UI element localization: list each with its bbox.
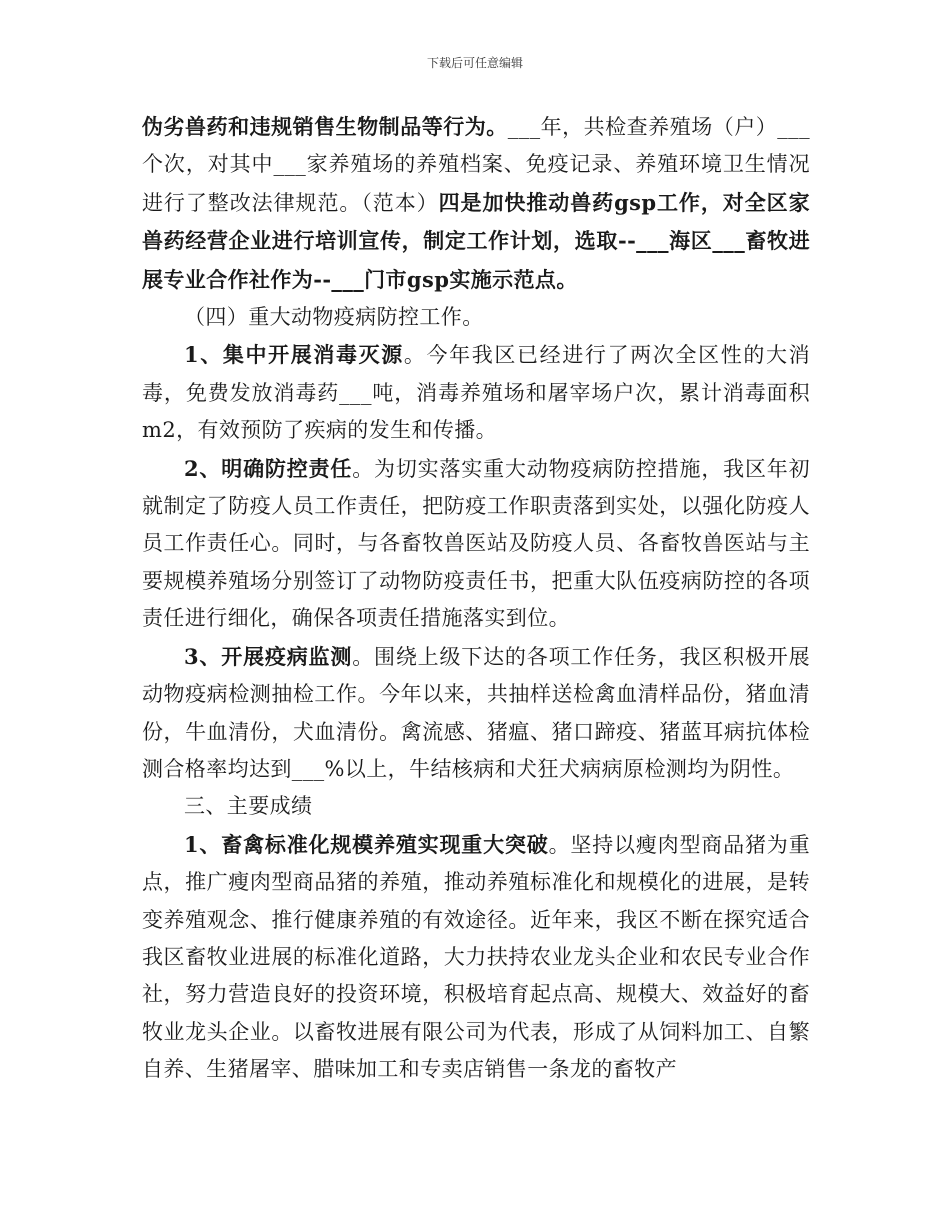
bold-text: 四是加快推动兽药gsp工作，对全区家兽药经营企业进行培训宣传，制定工作计划，选取--___海区___畜牧进展专业合作社作为--___门市gsp实施示范点。 (142, 189, 810, 292)
body-text: 。围绕上级下达的各项工作任务，我区积极开展动物疫病检测抽检工作。今年以来，共抽样送检禽血清样品份，猪血清份，牛血清份，犬血清份。禽流感、猪瘟、猪口蹄疫、猪蓝耳病抗体检测合格率均达到___%以上，牛结核病和犬狂犬病病原检测均为阴性。 (142, 644, 811, 781)
section-heading-achievements (142, 788, 810, 825)
bold-text: 伪劣兽药和违规销售生物制品等行为。 (142, 114, 508, 139)
bold-lead: 3、开展疫病监测 (184, 643, 353, 669)
body-text: ___年，共检查养殖场（户）___个次，对其中___家养殖场的养殖档案、免疫记录、养殖环境卫生情况进行了整改法律规范。（范本） (142, 115, 810, 215)
page-header-note: 下载后可任意编辑 (426, 56, 523, 70)
paragraph-monitoring (142, 638, 810, 789)
body-text: 。为切实落实重大动物疫病防控措施，我区年初就制定了防疫人员工作责任，把防疫工作职责落到实处，以强化防疫人员工作责任心。同时，与各畜牧兽医站及防疫人员、各畜牧兽医站与主要规模养殖场分别签订了动物防疫责任书，把重大队伍疫病防控的各项责任进行细化，确保各项责任措施落实到位。 (142, 456, 811, 631)
body-text: 。坚持以瘦肉型商品猪为重点，推广瘦肉型商品猪的养殖，推动养殖标准化和规模化的进展，是转变养殖观念、推行健康养殖的有效途径。近年来，我区不断在探究适合我区畜牧业进展的标准化道路，大力扶持农业龙头企业和农民专业合作社，努力营造良好的投资环境，积极培育起点高、规模大、效益好的畜牧业龙头企业。以畜牧进展有限公司为代表，形成了从饲料加工、自繁自养、生猪屠宰、腊味加工和专卖店销售一条龙的畜牧产 (142, 832, 810, 1082)
bold-lead: 1、畜禽标准化规模养殖实现重大突破 (184, 831, 549, 857)
body-text: 。今年我区已经进行了两次全区性的大消毒，免费发放消毒药___吨，消毒养殖场和屠宰场户次，累计消毒面积m2，有效预防了疾病的发生和传播。 (142, 343, 810, 443)
heading-text: （四）重大动物疫病防控工作。 (184, 305, 484, 330)
section-heading-epidemic-control (142, 299, 810, 336)
paragraph-responsibility (142, 450, 810, 638)
paragraph-disinfection (142, 336, 810, 449)
document-body (142, 108, 810, 1089)
paragraph-inspection (142, 108, 810, 299)
bold-lead: 1、集中开展消毒灭源 (184, 342, 404, 368)
heading-text: 三、主要成绩 (184, 794, 313, 819)
paragraph-standardization (142, 826, 810, 1089)
bold-lead: 2、明确防控责任 (184, 455, 353, 481)
